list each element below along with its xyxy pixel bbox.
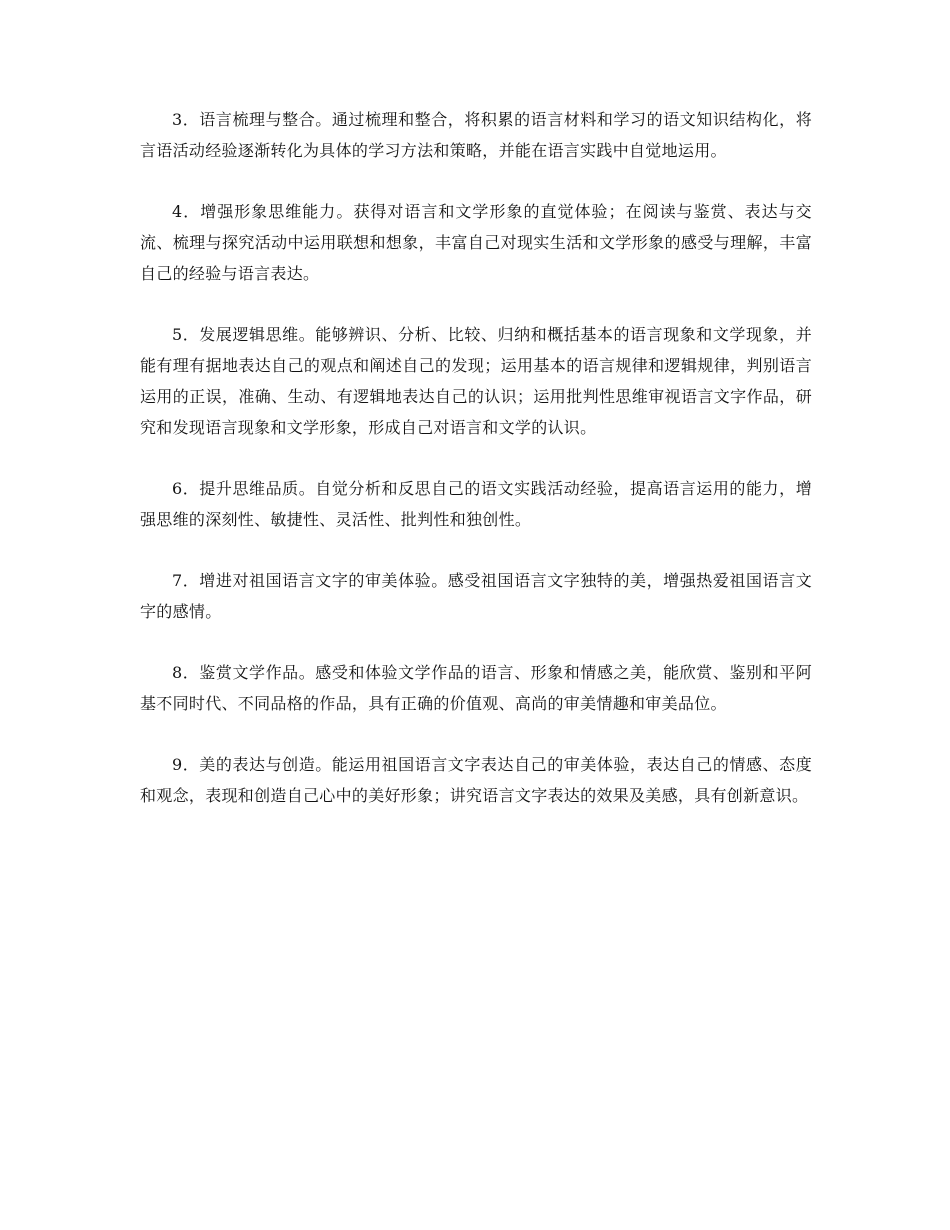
paragraph-item-5: 5．发展逻辑思维。能够辨识、分析、比较、归纳和概括基本的语言现象和文学现象，并能有理有据地表达自己的观点和阐述自己的发现；运用基本的语言规律和逻辑规律，判别语言运用的正误，准确、生动、有逻辑地表达自己的认识；运用批判性思维审视语言文字作品，研究和发现语言现象和文学形象，形成自己对语言和文学的认识。 [140, 325, 812, 437]
paragraph-item-9: 9．美的表达与创造。能运用祖国语言文字表达自己的审美体验，表达自己的情感、态度和观念，表现和创造自己心中的美好形象；讲究语言文字表达的效果及美感，具有创新意识。 [140, 755, 812, 805]
paragraph-item-4: 4．增强形象思维能力。获得对语言和文学形象的直觉体验；在阅读与鉴赏、表达与交流、梳理与探究活动中运用联想和想象，丰富自己对现实生活和文学形象的感受与理解，丰富自己的经验与语言表达。 [140, 202, 812, 283]
paragraph-item-7: 7．增进对祖国语言文字的审美体验。感受祖国语言文字独特的美，增强热爱祖国语言文字的感情。 [140, 571, 812, 621]
paragraph-item-8: 8．鉴赏文学作品。感受和体验文学作品的语言、形象和情感之美，能欣赏、鉴别和平阿基不同时代、不同品格的作品，具有正确的价值观、高尚的审美情趣和审美品位。 [140, 663, 812, 713]
paragraph-item-6: 6．提升思维品质。自觉分析和反思自己的语文实践活动经验，提高语言运用的能力，增强思维的深刻性、敏捷性、灵活性、批判性和独创性。 [140, 479, 812, 529]
paragraph-item-3: 3．语言梳理与整合。通过梳理和整合，将积累的语言材料和学习的语文知识结构化，将言语活动经验逐渐转化为具体的学习方法和策略，并能在语言实践中自觉地运用。 [140, 110, 812, 160]
document-page [140, 104, 812, 841]
